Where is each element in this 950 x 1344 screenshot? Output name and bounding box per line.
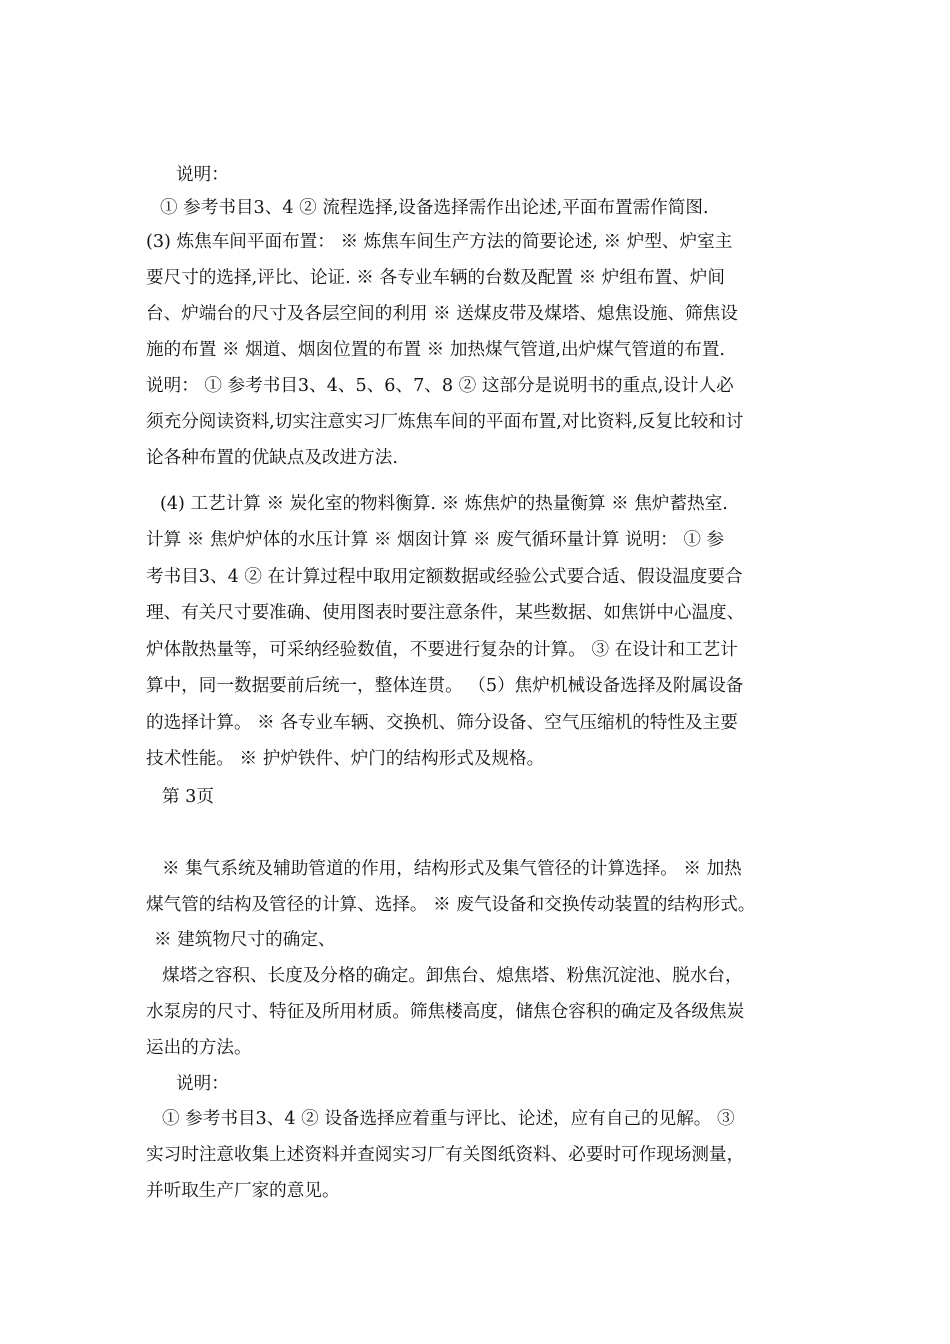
text-line: 实习时注意收集上述资料并查阅实习厂有关图纸资料、必要时可作现场测量， — [146, 1145, 745, 1165]
text-line: 的选择计算。 ※ 各专业车辆、交换机、筛分设备、空气压缩机的特性及主要 — [146, 713, 738, 733]
text-line: 要尺寸的选择,评比、论证. ※ 各专业车辆的台数及配置 ※ 炉组布置、炉间 — [146, 268, 725, 288]
text-line: 台、炉端台的尺寸及各层空间的利用 ※ 送煤皮带及煤塔、熄焦设施、筛焦设 — [146, 304, 738, 324]
text-line: 施的布置 ※ 烟道、烟囱位置的布置 ※ 加热煤气管道,出炉煤气管道的布置. — [146, 340, 725, 360]
text-line: 煤气管的结构及管径的计算、选择。 ※ 废气设备和交换传动装置的结构形式。 — [146, 895, 756, 915]
text-line: ① 参考书目3、4 ② 流程选择,设备选择需作出论述,平面布置需作简图. — [160, 198, 709, 218]
text-line: 考书目3、4 ② 在计算过程中取用定额数据或经验公式要合适、假设温度要合 — [146, 567, 743, 587]
text-line: 技术性能。 ※ 护炉铁件、炉门的结构形式及规格。 — [146, 749, 545, 769]
text-line: ① 参考书目3、4 ② 设备选择应着重与评比、论述，应有自己的见解。 ③ — [162, 1109, 735, 1129]
text-line: 须充分阅读资料,切实注意实习厂炼焦车间的平面布置,对比资料,反复比较和讨 — [146, 412, 744, 432]
text-line: 理、有关尺寸要准确、使用图表时要注意条件，某些数据、如焦饼中心温度、 — [146, 603, 745, 623]
text-line: 说明： — [176, 165, 229, 185]
page-number: 第 3页 — [162, 787, 214, 807]
text-line: (4) 工艺计算 ※ 炭化室的物料衡算. ※ 炼焦炉的热量衡算 ※ 焦炉蓄热室. — [160, 494, 728, 514]
text-line: 说明： — [176, 1074, 229, 1094]
text-line: 煤塔之容积、长度及分格的确定。卸焦台、熄焦塔、粉焦沉淀池、脱水台， — [162, 966, 743, 986]
text-line: 算中，同一数据要前后统一，整体连贯。 （5）焦炉机械设备选择及附属设备 — [146, 676, 744, 696]
text-line: 并听取生产厂家的意见。 — [146, 1181, 340, 1201]
text-line: ※ 建筑物尺寸的确定、 — [154, 930, 336, 950]
text-line: 炉体散热量等，可采纳经验数值，不要进行复杂的计算。 ③ 在设计和工艺计 — [146, 640, 738, 660]
text-line: 论各种布置的优缺点及改进方法. — [146, 448, 398, 468]
text-line: 运出的方法。 — [146, 1038, 252, 1058]
text-line: ※ 集气系统及辅助管道的作用，结构形式及集气管径的计算选择。 ※ 加热 — [162, 859, 742, 879]
text-line: 计算 ※ 焦炉炉体的水压计算 ※ 烟囱计算 ※ 废气循环量计算 说明： ① 参 — [146, 530, 725, 550]
text-line: (3) 炼焦车间平面布置： ※ 炼焦车间生产方法的简要论述, ※ 炉型、炉室主 — [146, 232, 733, 252]
text-line: 水泵房的尺寸、特征及所用材质。筛焦楼高度，储焦仓容积的确定及各级焦炭 — [146, 1002, 745, 1022]
text-line: 说明： ① 参考书目3、4、5、6、7、8 ② 这部分是说明书的重点,设计人必 — [146, 376, 734, 396]
